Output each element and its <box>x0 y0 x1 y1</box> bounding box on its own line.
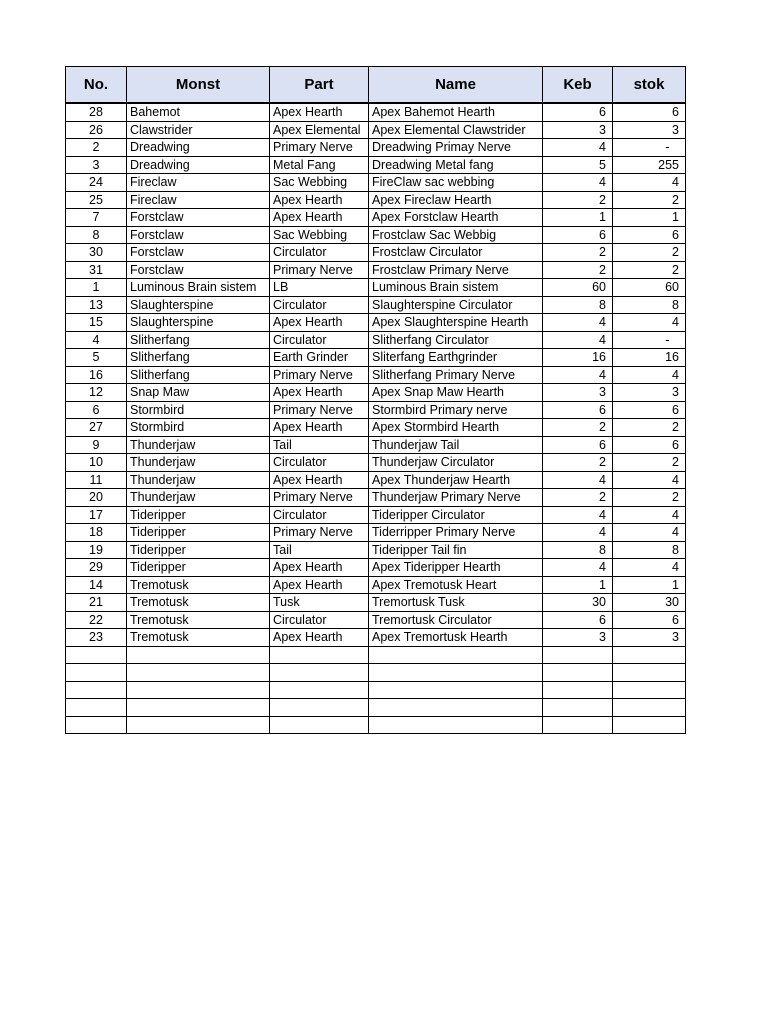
cell-stok[interactable]: 2 <box>613 261 686 279</box>
table-row <box>66 541 686 559</box>
cell-stok[interactable]: - <box>613 139 686 157</box>
empty-cell[interactable] <box>613 664 686 682</box>
table-row <box>66 226 686 244</box>
cell-no[interactable]: 31 <box>66 261 127 279</box>
cell-monst[interactable]: Thunderjaw <box>127 454 270 472</box>
empty-cell[interactable] <box>66 699 127 717</box>
cell-name[interactable]: Stormbird Primary nerve <box>369 401 543 419</box>
empty-cell[interactable] <box>369 699 543 717</box>
cell-monst[interactable]: Forstclaw <box>127 226 270 244</box>
table-row <box>66 489 686 507</box>
cell-keb[interactable]: 8 <box>543 541 613 559</box>
cell-keb[interactable]: 6 <box>543 103 613 121</box>
cell-keb[interactable]: 4 <box>543 559 613 577</box>
cell-no[interactable]: 19 <box>66 541 127 559</box>
cell-stok[interactable]: 30 <box>613 594 686 612</box>
table-row <box>66 576 686 594</box>
cell-name[interactable]: Apex Bahemot Hearth <box>369 103 543 121</box>
cell-part[interactable]: Apex Hearth <box>270 629 369 647</box>
table-row <box>66 296 686 314</box>
cell-monst[interactable]: Forstclaw <box>127 261 270 279</box>
cell-part[interactable]: Metal Fang <box>270 156 369 174</box>
cell-stok[interactable]: 1 <box>613 576 686 594</box>
empty-cell[interactable] <box>270 716 369 734</box>
cell-part[interactable]: Apex Hearth <box>270 314 369 332</box>
cell-keb[interactable]: 2 <box>543 489 613 507</box>
cell-keb[interactable]: 4 <box>543 331 613 349</box>
empty-cell[interactable] <box>543 699 613 717</box>
cell-stok[interactable]: 4 <box>613 506 686 524</box>
empty-row <box>66 681 686 699</box>
table-row <box>66 419 686 437</box>
empty-cell[interactable] <box>66 681 127 699</box>
cell-monst[interactable]: Tremotusk <box>127 611 270 629</box>
cell-part[interactable]: Primary Nerve <box>270 401 369 419</box>
cell-part[interactable]: Apex Hearth <box>270 559 369 577</box>
cell-part[interactable]: Tusk <box>270 594 369 612</box>
cell-keb[interactable]: 6 <box>543 401 613 419</box>
cell-no[interactable]: 11 <box>66 471 127 489</box>
cell-name[interactable]: Frostclaw Sac Webbig <box>369 226 543 244</box>
header-monst[interactable]: Monst <box>127 67 270 104</box>
cell-name[interactable]: Apex Stormbird Hearth <box>369 419 543 437</box>
cell-keb[interactable]: 4 <box>543 174 613 192</box>
cell-part[interactable]: Apex Hearth <box>270 419 369 437</box>
cell-part[interactable]: Primary Nerve <box>270 489 369 507</box>
cell-monst[interactable]: Snap Maw <box>127 384 270 402</box>
cell-stok[interactable]: 4 <box>613 524 686 542</box>
cell-monst[interactable]: Tremotusk <box>127 576 270 594</box>
cell-monst[interactable]: Tideripper <box>127 559 270 577</box>
cell-stok[interactable]: 6 <box>613 611 686 629</box>
cell-no[interactable]: 2 <box>66 139 127 157</box>
table-row <box>66 506 686 524</box>
cell-keb[interactable]: 1 <box>543 576 613 594</box>
cell-keb[interactable]: 3 <box>543 384 613 402</box>
cell-part[interactable]: Circulator <box>270 296 369 314</box>
cell-monst[interactable]: Stormbird <box>127 401 270 419</box>
table-row <box>66 384 686 402</box>
cell-keb[interactable]: 6 <box>543 436 613 454</box>
cell-monst[interactable]: Tremotusk <box>127 594 270 612</box>
cell-name[interactable]: Apex Snap Maw Hearth <box>369 384 543 402</box>
cell-keb[interactable]: 30 <box>543 594 613 612</box>
cell-no[interactable]: 28 <box>66 103 127 121</box>
cell-monst[interactable]: Clawstrider <box>127 121 270 139</box>
cell-part[interactable]: Circulator <box>270 454 369 472</box>
cell-stok[interactable]: 2 <box>613 454 686 472</box>
cell-keb[interactable]: 8 <box>543 296 613 314</box>
cell-name[interactable]: Tiderripper Primary Nerve <box>369 524 543 542</box>
empty-cell[interactable] <box>66 664 127 682</box>
cell-stok[interactable]: 4 <box>613 314 686 332</box>
cell-name[interactable]: Apex Elemental Clawstrider <box>369 121 543 139</box>
empty-cell[interactable] <box>270 646 369 664</box>
cell-stok[interactable]: 6 <box>613 401 686 419</box>
cell-stok[interactable]: 60 <box>613 279 686 297</box>
cell-monst[interactable]: Slaughterspine <box>127 296 270 314</box>
cell-part[interactable]: Sac Webbing <box>270 226 369 244</box>
empty-cell[interactable] <box>543 716 613 734</box>
cell-stok[interactable]: 2 <box>613 191 686 209</box>
cell-part[interactable]: LB <box>270 279 369 297</box>
empty-cell[interactable] <box>543 646 613 664</box>
cell-part[interactable]: Tail <box>270 541 369 559</box>
cell-keb[interactable]: 2 <box>543 419 613 437</box>
cell-part[interactable]: Apex Hearth <box>270 471 369 489</box>
cell-monst[interactable]: Luminous Brain sistem <box>127 279 270 297</box>
cell-monst[interactable]: Thunderjaw <box>127 471 270 489</box>
cell-part[interactable]: Primary Nerve <box>270 261 369 279</box>
cell-part[interactable]: Apex Elemental <box>270 121 369 139</box>
empty-cell[interactable] <box>270 664 369 682</box>
empty-cell[interactable] <box>613 646 686 664</box>
cell-keb[interactable]: 4 <box>543 366 613 384</box>
table-row <box>66 559 686 577</box>
cell-monst[interactable]: Slitherfang <box>127 366 270 384</box>
cell-monst[interactable]: Thunderjaw <box>127 436 270 454</box>
cell-stok[interactable]: 8 <box>613 296 686 314</box>
cell-name[interactable]: Dreadwing Metal fang <box>369 156 543 174</box>
cell-stok[interactable]: - <box>613 331 686 349</box>
inventory-table <box>65 66 686 734</box>
cell-name[interactable]: Sliterfang Earthgrinder <box>369 349 543 367</box>
cell-no[interactable]: 17 <box>66 506 127 524</box>
empty-cell[interactable] <box>66 646 127 664</box>
empty-row <box>66 716 686 734</box>
cell-no[interactable]: 24 <box>66 174 127 192</box>
table-row <box>66 401 686 419</box>
cell-keb[interactable]: 60 <box>543 279 613 297</box>
table-row <box>66 191 686 209</box>
cell-keb[interactable]: 2 <box>543 244 613 262</box>
table-row <box>66 331 686 349</box>
cell-stok[interactable]: 2 <box>613 244 686 262</box>
cell-keb[interactable]: 4 <box>543 139 613 157</box>
cell-no[interactable]: 10 <box>66 454 127 472</box>
cell-no[interactable]: 6 <box>66 401 127 419</box>
header-stok[interactable]: stok <box>613 67 686 104</box>
cell-name[interactable]: Apex Fireclaw Hearth <box>369 191 543 209</box>
empty-row <box>66 699 686 717</box>
table-row <box>66 139 686 157</box>
cell-stok[interactable]: 16 <box>613 349 686 367</box>
cell-part[interactable]: Earth Grinder <box>270 349 369 367</box>
cell-monst[interactable]: Slitherfang <box>127 331 270 349</box>
cell-no[interactable]: 7 <box>66 209 127 227</box>
cell-monst[interactable]: Stormbird <box>127 419 270 437</box>
header-row <box>66 67 686 104</box>
table-row <box>66 314 686 332</box>
table-row <box>66 174 686 192</box>
cell-name[interactable]: Tideripper Circulator <box>369 506 543 524</box>
cell-name[interactable]: Slitherfang Circulator <box>369 331 543 349</box>
cell-no[interactable]: 20 <box>66 489 127 507</box>
cell-keb[interactable]: 5 <box>543 156 613 174</box>
cell-part[interactable]: Circulator <box>270 611 369 629</box>
cell-name[interactable]: Dreadwing Primay Nerve <box>369 139 543 157</box>
table-row <box>66 436 686 454</box>
cell-keb[interactable]: 4 <box>543 471 613 489</box>
cell-keb[interactable]: 6 <box>543 611 613 629</box>
cell-monst[interactable]: Fireclaw <box>127 174 270 192</box>
empty-cell[interactable] <box>369 664 543 682</box>
cell-monst[interactable]: Tideripper <box>127 506 270 524</box>
empty-cell[interactable] <box>127 716 270 734</box>
cell-monst[interactable]: Tideripper <box>127 524 270 542</box>
cell-keb[interactable]: 1 <box>543 209 613 227</box>
empty-cell[interactable] <box>270 681 369 699</box>
cell-keb[interactable]: 3 <box>543 629 613 647</box>
cell-stok[interactable]: 6 <box>613 103 686 121</box>
header-part[interactable]: Part <box>270 67 369 104</box>
cell-monst[interactable]: Slitherfang <box>127 349 270 367</box>
empty-cell[interactable] <box>543 664 613 682</box>
cell-part[interactable]: Apex Hearth <box>270 103 369 121</box>
empty-cell[interactable] <box>613 681 686 699</box>
cell-name[interactable]: Frostclaw Circulator <box>369 244 543 262</box>
cell-keb[interactable]: 2 <box>543 191 613 209</box>
table-row <box>66 594 686 612</box>
cell-no[interactable]: 4 <box>66 331 127 349</box>
cell-stok[interactable]: 3 <box>613 629 686 647</box>
cell-part[interactable]: Circulator <box>270 244 369 262</box>
cell-part[interactable]: Circulator <box>270 506 369 524</box>
cell-monst[interactable]: Fireclaw <box>127 191 270 209</box>
cell-monst[interactable]: Tremotusk <box>127 629 270 647</box>
cell-name[interactable]: FireClaw sac webbing <box>369 174 543 192</box>
empty-cell[interactable] <box>369 646 543 664</box>
cell-keb[interactable]: 2 <box>543 454 613 472</box>
cell-part[interactable]: Apex Hearth <box>270 209 369 227</box>
cell-stok[interactable]: 3 <box>613 384 686 402</box>
cell-name[interactable]: Apex Tideripper Hearth <box>369 559 543 577</box>
cell-monst[interactable]: Dreadwing <box>127 156 270 174</box>
table-row <box>66 629 686 647</box>
empty-row <box>66 646 686 664</box>
cell-no[interactable]: 12 <box>66 384 127 402</box>
cell-part[interactable]: Primary Nerve <box>270 366 369 384</box>
header-name[interactable]: Name <box>369 67 543 104</box>
cell-keb[interactable]: 4 <box>543 524 613 542</box>
cell-no[interactable]: 22 <box>66 611 127 629</box>
header-no[interactable]: No. <box>66 67 127 104</box>
table-body <box>66 103 686 734</box>
cell-monst[interactable]: Slaughterspine <box>127 314 270 332</box>
empty-cell[interactable] <box>270 699 369 717</box>
cell-name[interactable]: Thunderjaw Circulator <box>369 454 543 472</box>
cell-no[interactable]: 23 <box>66 629 127 647</box>
cell-monst[interactable]: Forstclaw <box>127 244 270 262</box>
empty-cell[interactable] <box>369 716 543 734</box>
table-row <box>66 366 686 384</box>
cell-part[interactable]: Circulator <box>270 331 369 349</box>
cell-stok[interactable]: 2 <box>613 419 686 437</box>
cell-name[interactable]: Thunderjaw Tail <box>369 436 543 454</box>
cell-part[interactable]: Apex Hearth <box>270 384 369 402</box>
empty-cell[interactable] <box>369 681 543 699</box>
cell-part[interactable]: Primary Nerve <box>270 524 369 542</box>
empty-cell[interactable] <box>127 664 270 682</box>
table-row <box>66 349 686 367</box>
cell-stok[interactable]: 3 <box>613 121 686 139</box>
cell-keb[interactable]: 4 <box>543 314 613 332</box>
table-row <box>66 103 686 121</box>
cell-no[interactable]: 13 <box>66 296 127 314</box>
cell-name[interactable]: Slitherfang Primary Nerve <box>369 366 543 384</box>
cell-name[interactable]: Luminous Brain sistem <box>369 279 543 297</box>
cell-stok[interactable]: 1 <box>613 209 686 227</box>
cell-name[interactable]: Apex Forstclaw Hearth <box>369 209 543 227</box>
cell-name[interactable]: Thunderjaw Primary Nerve <box>369 489 543 507</box>
cell-name[interactable]: Apex Tremortusk Hearth <box>369 629 543 647</box>
cell-keb[interactable]: 2 <box>543 261 613 279</box>
cell-keb[interactable]: 4 <box>543 506 613 524</box>
table-row <box>66 279 686 297</box>
cell-name[interactable]: Slaughterspine Circulator <box>369 296 543 314</box>
cell-no[interactable]: 5 <box>66 349 127 367</box>
cell-monst[interactable]: Bahemot <box>127 103 270 121</box>
cell-keb[interactable]: 3 <box>543 121 613 139</box>
cell-no[interactable]: 1 <box>66 279 127 297</box>
cell-name[interactable]: Tremortusk Tusk <box>369 594 543 612</box>
table-row <box>66 454 686 472</box>
cell-no[interactable]: 14 <box>66 576 127 594</box>
cell-stok[interactable]: 4 <box>613 471 686 489</box>
table-row <box>66 156 686 174</box>
cell-stok[interactable]: 2 <box>613 489 686 507</box>
cell-no[interactable]: 8 <box>66 226 127 244</box>
cell-stok[interactable]: 6 <box>613 226 686 244</box>
table-row <box>66 471 686 489</box>
cell-part[interactable]: Tail <box>270 436 369 454</box>
cell-part[interactable]: Apex Hearth <box>270 576 369 594</box>
cell-stok[interactable]: 4 <box>613 366 686 384</box>
table-row <box>66 209 686 227</box>
cell-no[interactable]: 15 <box>66 314 127 332</box>
cell-stok[interactable]: 255 <box>613 156 686 174</box>
cell-name[interactable]: Apex Thunderjaw Hearth <box>369 471 543 489</box>
table-row <box>66 261 686 279</box>
table-row <box>66 244 686 262</box>
cell-no[interactable]: 26 <box>66 121 127 139</box>
cell-name[interactable]: Apex Tremotusk Heart <box>369 576 543 594</box>
cell-no[interactable]: 21 <box>66 594 127 612</box>
cell-stok[interactable]: 8 <box>613 541 686 559</box>
cell-no[interactable]: 27 <box>66 419 127 437</box>
cell-keb[interactable]: 16 <box>543 349 613 367</box>
cell-no[interactable]: 18 <box>66 524 127 542</box>
cell-stok[interactable]: 6 <box>613 436 686 454</box>
cell-keb[interactable]: 6 <box>543 226 613 244</box>
cell-monst[interactable]: Tideripper <box>127 541 270 559</box>
cell-name[interactable]: Tremortusk Circulator <box>369 611 543 629</box>
table-row <box>66 611 686 629</box>
cell-stok[interactable]: 4 <box>613 174 686 192</box>
cell-monst[interactable]: Dreadwing <box>127 139 270 157</box>
header-keb[interactable]: Keb <box>543 67 613 104</box>
empty-cell[interactable] <box>127 699 270 717</box>
cell-part[interactable]: Apex Hearth <box>270 191 369 209</box>
empty-cell[interactable] <box>543 681 613 699</box>
cell-name[interactable]: Tideripper Tail fin <box>369 541 543 559</box>
cell-part[interactable]: Sac Webbing <box>270 174 369 192</box>
table-row <box>66 121 686 139</box>
cell-stok[interactable]: 4 <box>613 559 686 577</box>
empty-cell[interactable] <box>66 716 127 734</box>
empty-cell[interactable] <box>127 646 270 664</box>
cell-no[interactable]: 16 <box>66 366 127 384</box>
empty-cell[interactable] <box>613 699 686 717</box>
cell-no[interactable]: 3 <box>66 156 127 174</box>
cell-name[interactable]: Apex Slaughterspine Hearth <box>369 314 543 332</box>
cell-monst[interactable]: Forstclaw <box>127 209 270 227</box>
cell-no[interactable]: 25 <box>66 191 127 209</box>
cell-no[interactable]: 9 <box>66 436 127 454</box>
cell-part[interactable]: Primary Nerve <box>270 139 369 157</box>
empty-cell[interactable] <box>613 716 686 734</box>
cell-monst[interactable]: Thunderjaw <box>127 489 270 507</box>
cell-no[interactable]: 29 <box>66 559 127 577</box>
empty-cell[interactable] <box>127 681 270 699</box>
table-row <box>66 524 686 542</box>
empty-row <box>66 664 686 682</box>
cell-no[interactable]: 30 <box>66 244 127 262</box>
cell-name[interactable]: Frostclaw Primary Nerve <box>369 261 543 279</box>
